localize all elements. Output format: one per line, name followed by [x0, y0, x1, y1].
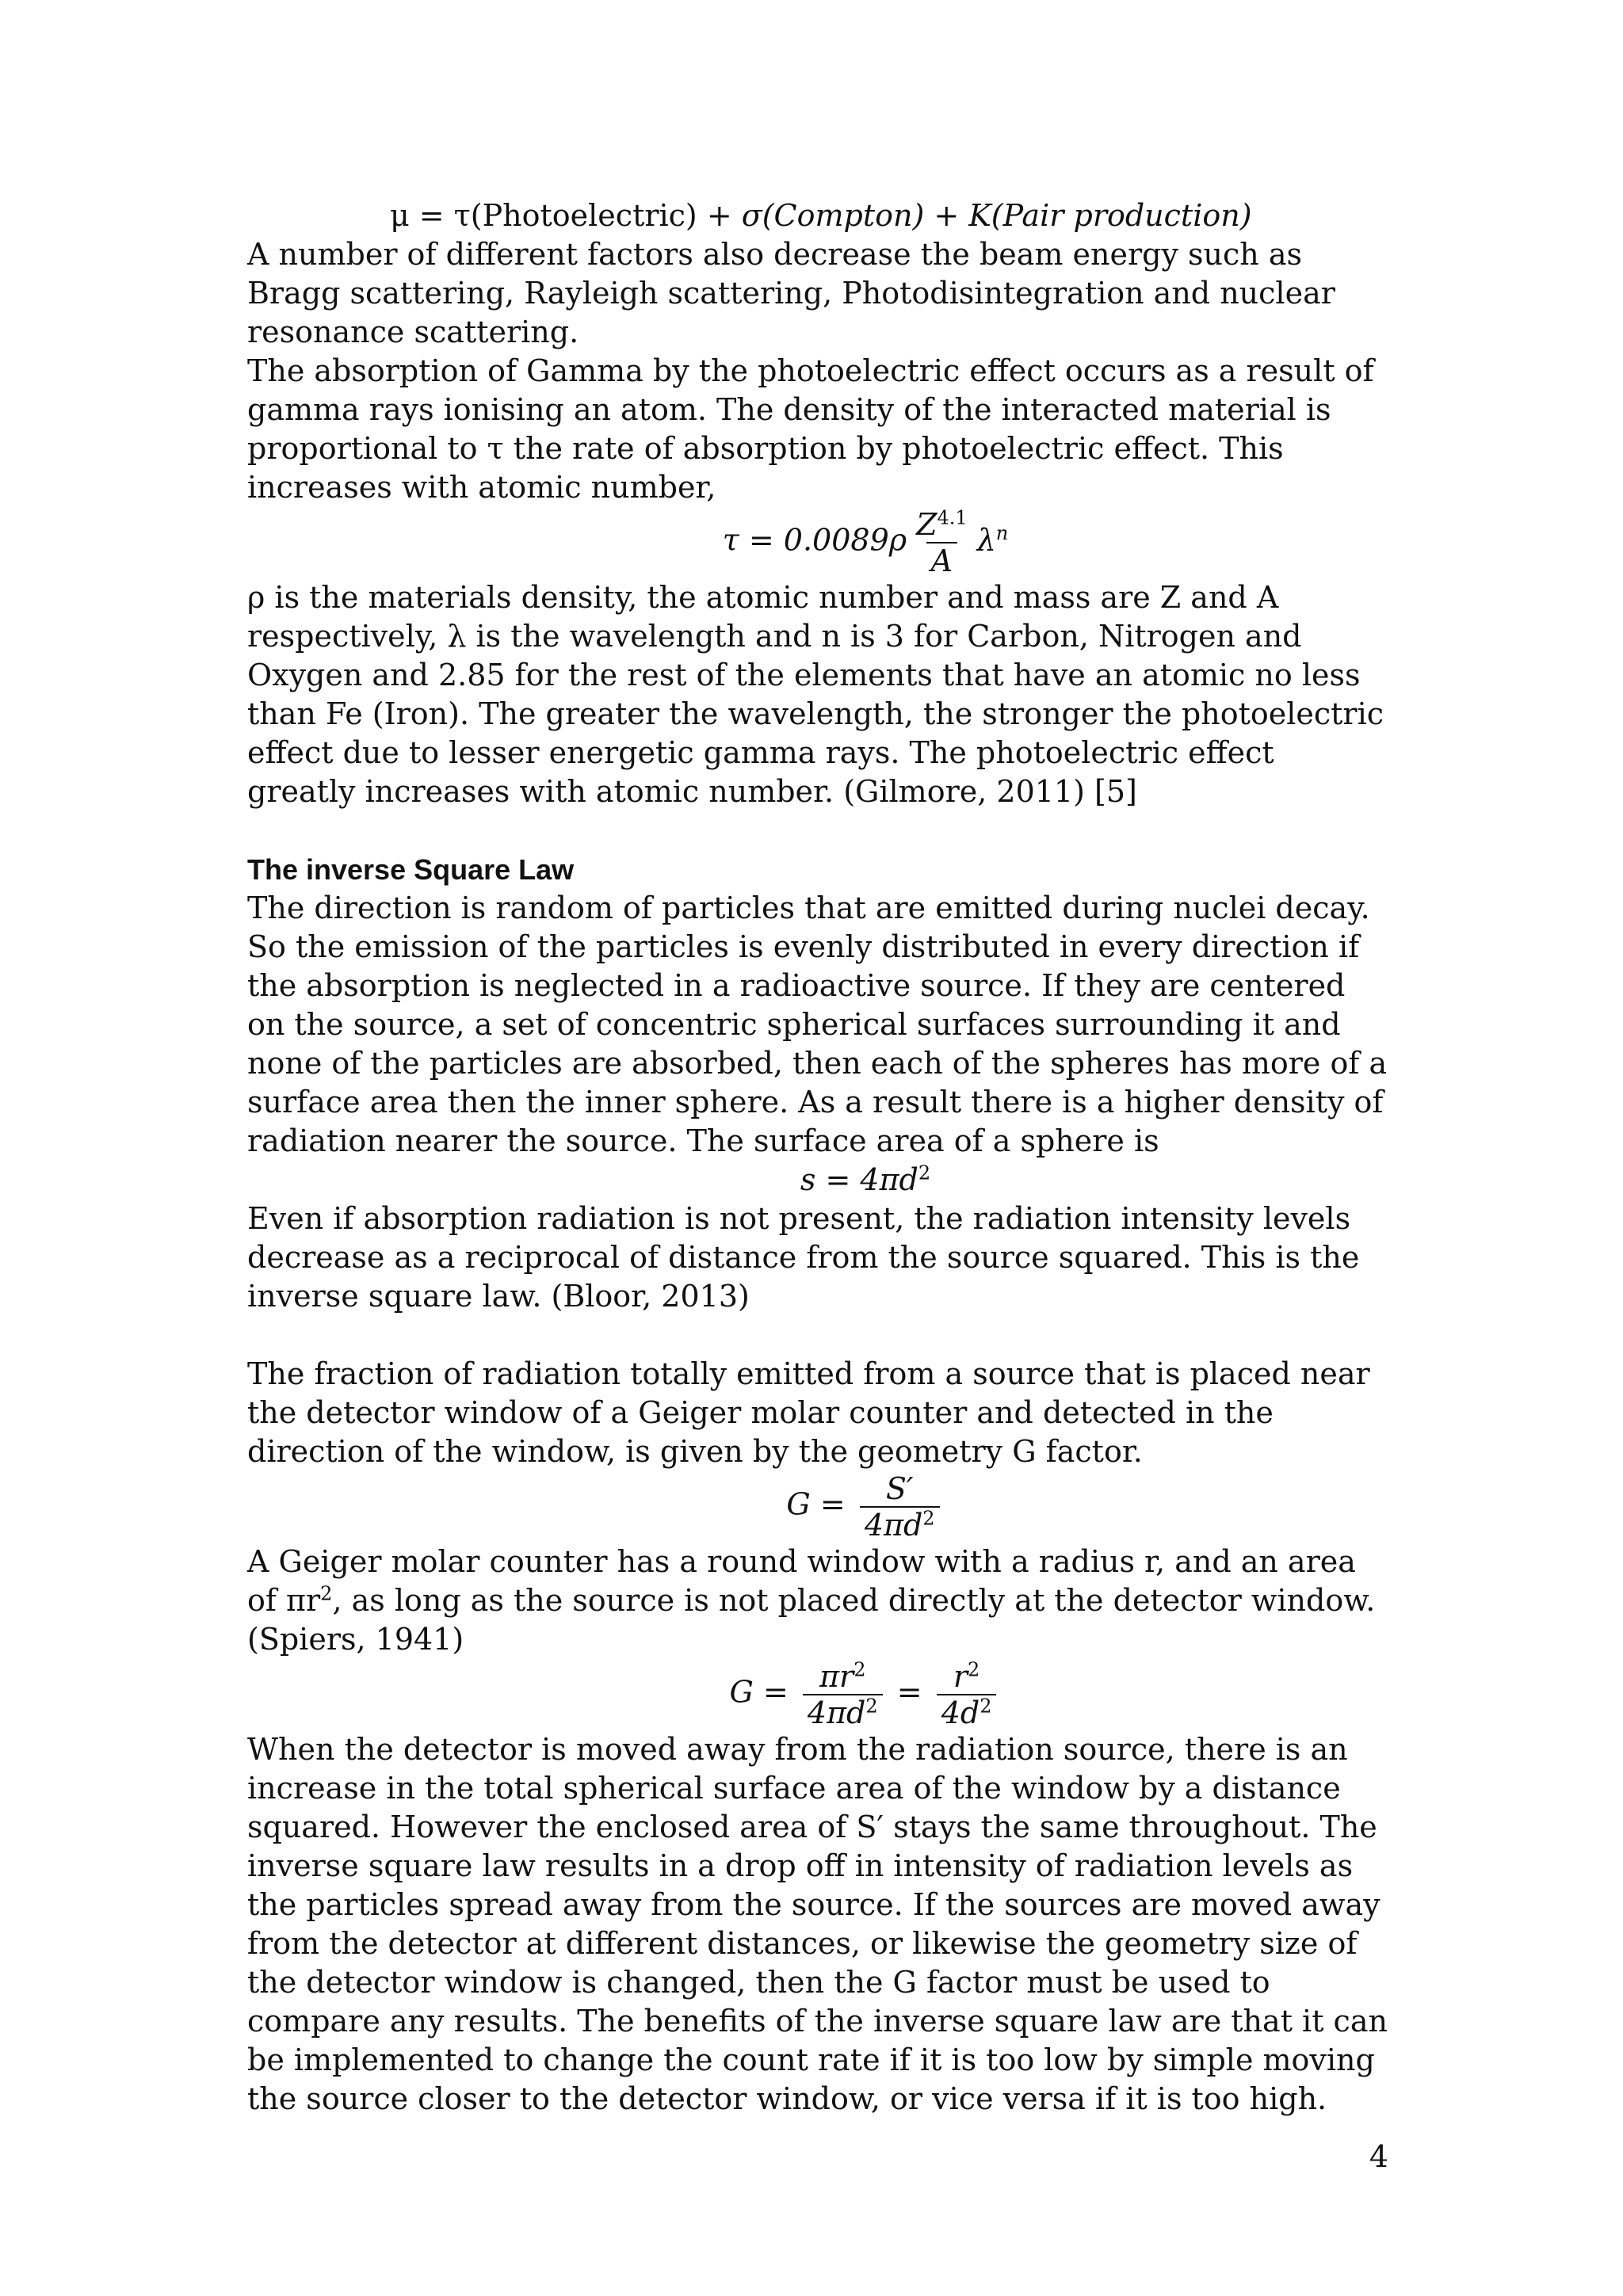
eq-mu-compton: σ(Compton) [741, 198, 925, 233]
paragraph-even-if: Even if absorption radiation is not present, the radiation intensity levels decrease as a reciprocal of distance from the source squared. This is the inverse square law. (Bloor, 2013) [247, 1201, 1360, 1314]
eq-g2-den2: 4d [941, 1695, 980, 1730]
eq-g2-fraction-2 [937, 1659, 997, 1730]
page-content [247, 196, 1388, 2119]
eq-g2-num1: πr [819, 1659, 854, 1694]
eq-g2-num2: r [953, 1659, 968, 1694]
eq-tau-den-a: A [926, 542, 957, 578]
eq-mu-photoelectric: τ(Photoelectric) [453, 198, 697, 233]
eq-g1-den: 4πd [864, 1508, 923, 1543]
eq-g2-equals-2: = [896, 1674, 922, 1710]
eq-g1-fraction [860, 1471, 940, 1543]
eq-g2-den1-exp: 2 [865, 1695, 878, 1718]
eq-surface-rhs: 4πd [860, 1162, 918, 1197]
eq-mu-pair-production: K(Pair production) [968, 198, 1252, 233]
paragraph-photoelectric: The absorption of Gamma by the photoelectric effect occurs as a result of gamma rays ionising an atom. The density of the interacted material is proportional to τ the rate of absorption by photoelectric effect. This increases with atomic number, [247, 353, 1374, 505]
page-number: 4 [1369, 2139, 1388, 2174]
equation-g-radius [247, 1659, 1388, 1730]
equation-tau [247, 507, 1388, 578]
eq-tau-equals: = [748, 522, 774, 558]
paragraph-direction: The direction is random of particles that are emitted during nuclei decay. So the emission of the particles is evenly distributed in every direction if the absorption is neglected in a radioactive source. If they are centered on the source, a set of concentric spherical surfaces surrounding it and none of the particles are absorbed, then each of the spheres has more of a surface area then the inner sphere. As a result there is a higher density of radiation nearer the source. The surface area of a sphere is [247, 891, 1388, 1158]
eq-g2-den1: 4πd [807, 1695, 866, 1730]
eq-g2-den2-exp: 2 [980, 1695, 992, 1718]
paragraph-geiger-text-end: , as long as the source is not placed directly at the detector window. (Spiers, 1941) [247, 1583, 1376, 1657]
paragraph-rho: ρ is the materials density, the atomic number and mass are Z and A respectively, λ is the wavelength and n is 3 for Carbon, Nitrogen and Oxygen and 2.85 for the rest of the elements that have an atomic no less than Fe (Iron). The greater the wavelength, the stronger the photoelectric effect due to lesser energetic gamma rays. The photoelectric effect greatly increases with atomic number. (Gilmore, 2011) [5] [247, 580, 1384, 809]
spacer [247, 811, 1388, 850]
eq-tau-num-exp: 4.1 [937, 506, 968, 529]
eq-g1-num: S′ [885, 1471, 914, 1506]
paragraph-detector-moved: When the detector is moved away from the radiation source, there is an increase in the total spherical surface area of the window by a distance squared. However the enclosed area of S′ stays the same throughout. The inverse square law results in a drop off in intensity of radiation levels as the particles spread away from the source. If the sources are moved away from the detector at different distances, or likewise the geometry size of the detector window is changed, then the G factor must be used to compare any results. The benefits of the inverse square law are that it can be implemented to change the count rate if it is too low by simple moving the source closer to the detector window, or vice versa if it is too high. [247, 1732, 1388, 2116]
eq-surface-s: s [800, 1162, 816, 1197]
eq-tau-coefficient: 0.0089ρ [783, 522, 907, 558]
eq-g1-den-exp: 2 [922, 1507, 935, 1530]
eq-g2-g: G [729, 1674, 754, 1710]
eq-surface-exp: 2 [918, 1161, 931, 1184]
eq-g1-equals: = [819, 1486, 846, 1522]
paragraph-factors: A number of different factors also decrease the beam energy such as Bragg scattering, Rayleigh scattering, Photodisintegration and nuclear resonance scattering. [247, 237, 1335, 349]
eq-g2-equals: = [762, 1674, 789, 1710]
section-heading: The inverse Square Law [247, 853, 575, 886]
spacer [247, 1316, 1388, 1355]
eq-g2-num1-exp: 2 [854, 1658, 866, 1681]
equation-surface-area [247, 1161, 1388, 1199]
eq-mu-symbol: μ [390, 198, 410, 233]
paragraph-geiger-exp: 2 [320, 1582, 333, 1605]
eq-tau-num-z: Z [916, 507, 938, 542]
equation-g-factor [247, 1471, 1388, 1543]
eq-mu-equals: = [418, 198, 445, 233]
eq-mu-plus: + [934, 198, 960, 233]
eq-tau-fraction [911, 507, 972, 578]
eq-g2-fraction-1 [803, 1659, 883, 1730]
eq-tau-lambda: λ [976, 522, 996, 558]
equation-attenuation [247, 196, 1388, 235]
eq-surface-equals: = [825, 1162, 851, 1197]
eq-tau-symbol: τ [722, 522, 739, 558]
eq-g2-num2-exp: 2 [968, 1658, 980, 1681]
eq-g1-g: G [786, 1486, 811, 1522]
paragraph-fraction: The fraction of radiation totally emitted from a source that is placed near the detector window of a Geiger molar counter and detected in the direction of the window, is given by the geometry G factor. [247, 1356, 1370, 1469]
paragraph-geiger [247, 1543, 1388, 1659]
eq-mu-plus: + [706, 198, 732, 233]
eq-tau-lambda-exp: n [995, 521, 1009, 544]
paragraph-geiger-text: A Geiger molar counter has a round window with a radius r, and an area of πr [247, 1544, 1356, 1618]
